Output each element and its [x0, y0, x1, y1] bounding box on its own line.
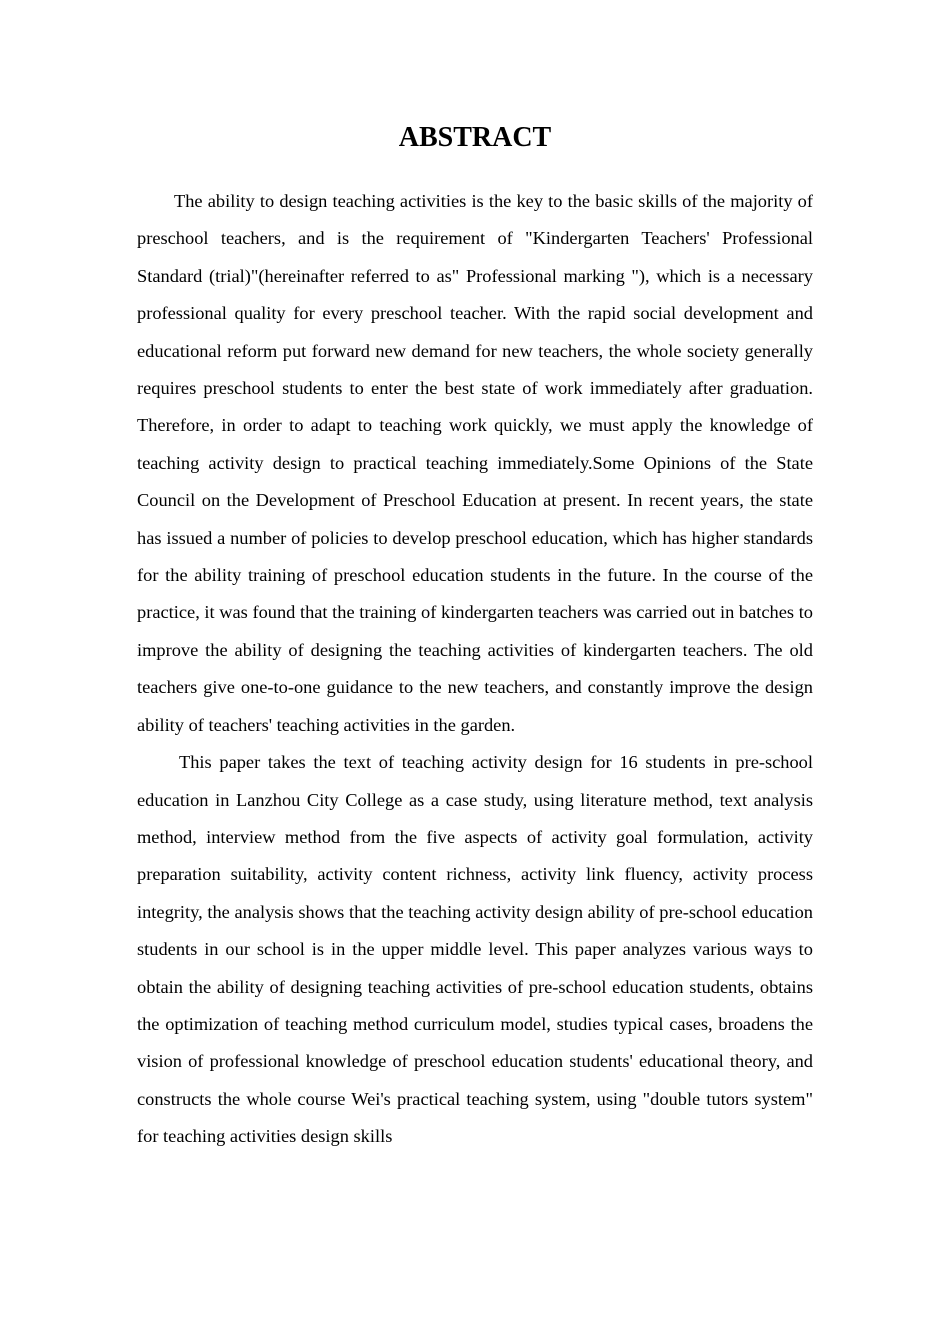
- abstract-paragraph-2: This paper takes the text of teaching activity design for 16 students in pre-school education in Lanzhou City College as a case study, using literature method, text analysis method, interview method from the five aspects of activity goal formulation, activity preparation suitability, activity content richness, activity link fluency, activity process integrity, the analysis shows that the teaching activity design ability of pre-school education students in our school is in the upper middle level. This paper analyzes various ways to obtain the ability of designing teaching activities of pre-school education students, obtains the optimization of teaching method curriculum model, studies typical cases, broadens the vision of professional knowledge of preschool education students' educational theory, and constructs the whole course Wei's practical teaching system, using "double tutors system" for teaching activities design skills: [137, 752, 813, 1147]
- abstract-paragraph-1: The ability to design teaching activities is the key to the basic skills of the majority of preschool teachers, and is the requirement of "Kindergarten Teachers' Professional Standard (trial)"(hereinafter referred to as" Professional marking "), which is a necessary professional quality for every preschool teacher. With the rapid social development and educational reform put forward new demand for new teachers, the whole society generally requires preschool students to enter the best state of work immediately after graduation. Therefore, in order to adapt to teaching work quickly, we must apply the knowledge of teaching activity design to practical teaching immediately.Some Opinions of the State Council on the Development of Preschool Education at present. In recent years, the state has issued a number of policies to develop preschool education, which has higher standards for the ability training of preschool education students in the future. In the course of the practice, it was found that the training of kindergarten teachers was carried out in batches to improve the ability of designing the teaching activities of kindergarten teachers. The old teachers give one-to-one guidance to the new teachers, and constantly improve the design ability of teachers' teaching activities in the garden.: [137, 191, 813, 735]
- abstract-body: [137, 183, 813, 1156]
- abstract-title: ABSTRACT: [398, 122, 552, 153]
